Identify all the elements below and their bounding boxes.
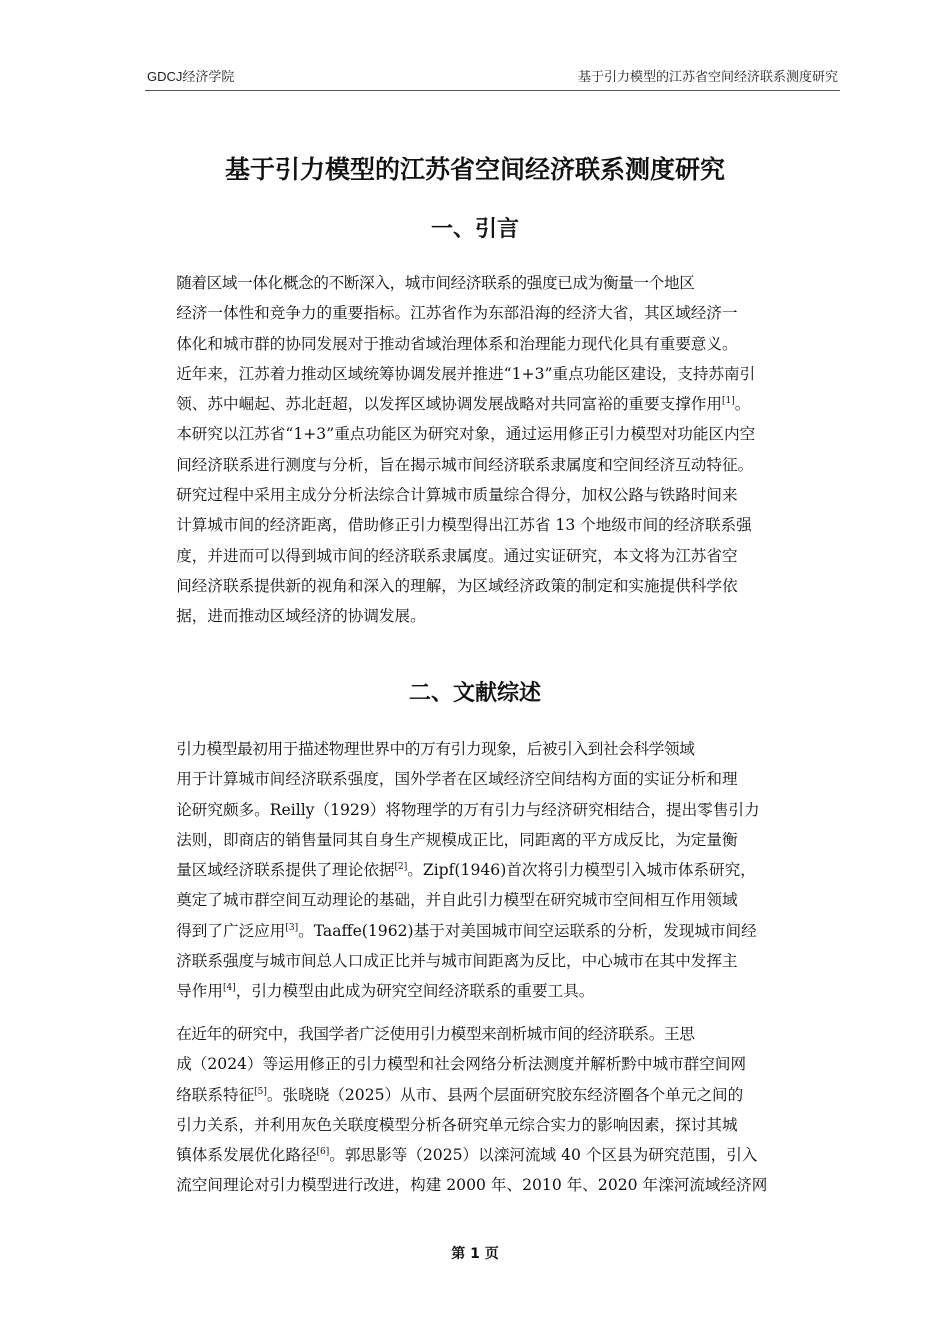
text-segment: 得到了广泛应用 [176,921,286,940]
text-segment: ，引力模型由此成为研究空间经济联系的重要工具。 [235,982,595,1001]
text-line: 经济一体性和竞争力的重要指标。江苏省作为东部沿海的经济大省，其区域经济一 [176,304,738,323]
text-line: 随着区域一体化概念的不断深入，城市间经济联系的强度已成为衡量一个地区 [176,274,695,292]
text-line: 成（2024）等运用修正的引力模型和社会网络分析法测度并解析黔中城市群空间网 [176,1055,747,1074]
citation-ref-3[interactable]: [3] [285,922,299,933]
citation-ref-4[interactable]: [4] [222,983,236,994]
text-line [145,389,840,419]
text-segment: 导作用 [176,982,223,1001]
citation-ref-2[interactable]: [2] [394,862,408,872]
text-line: 法则，即商店的销售量同其自身生产规模成正比，同距离的平方成反比，为定量衡 [176,830,738,849]
text-line [145,855,840,885]
text-line: 用于计算城市间经济联系强度，国外学者在区域经济空间结构方面的实证分析和理 [176,770,738,789]
text-line [145,916,840,946]
intro-paragraph [145,268,840,632]
paper-title: 基于引力模型的江苏省空间经济联系测度研究 [224,155,725,184]
text-line: 济联系强度与城市间总人口成正比并与城市间距离为反比，中心城市在其中发挥主 [176,952,738,971]
text-line: 论研究颇多。Reilly（1929）将物理学的万有引力与经济研究相结合，提出零售引力 [176,800,760,819]
citation-ref-5[interactable]: [5] [254,1086,267,1097]
text-line: 体化和城市群的协同发展对于推动省域治理体系和治理能力现代化具有重要意义。 [176,334,738,353]
text-segment: 。张晓晓（2025）从市、县两个层面研究胶东经济圈各个单元之间的 [266,1085,744,1104]
text-segment: 领、苏中崛起、苏北赶超，以发挥区域协调发展战略对共同富裕的重要支撑作用 [176,395,722,414]
citation-ref-6[interactable]: [6] [316,1147,330,1157]
text-segment: 。 [734,395,751,414]
page-number: 第 1 页 [451,1246,499,1262]
running-header [147,66,838,86]
section-heading-introduction: 一、引言 [430,217,519,242]
header-institution: GDCJ经济学院 [147,69,235,84]
header-paper-title: 基于引力模型的江苏省空间经济联系测度研究 [577,69,838,84]
text-line: 间经济联系提供新的视角和深入的理解，为区域经济政策的制定和实施提供科学依 [176,576,738,595]
header-rule [145,90,840,91]
text-line: 间经济联系进行测度与分析，旨在揭示城市间经济联系隶属度和空间经济互动特征。 [176,455,754,474]
text-line [145,1140,840,1170]
text-line: 据，进而推动区域经济的协调发展。 [176,607,426,626]
text-line [145,976,840,1006]
text-segment: 量区域经济联系提供了理论依据 [176,861,395,880]
text-line: 引力关系，并利用灰色关联度模型分析各研究单元综合实力的影响因素，探讨其城 [176,1115,738,1134]
text-line: 流空间理论对引力模型进行改进，构建 2000 年、2010 年、2020 年滦河流域经济网 [176,1176,768,1195]
text-line: 奠定了城市群空间互动理论的基础，并自此引力模型在研究城市空间相互作用领域 [176,891,738,910]
text-segment: 。郭思影等（2025）以滦河流域 40 个区县为研究范围，引入 [329,1146,758,1165]
text-segment: 。Taaffe(1962)基于对美国城市间空运联系的分析，发现城市间经 [298,921,757,940]
text-line [145,1080,840,1110]
review-paragraph-2 [145,1019,840,1201]
text-line: 在近年的研究中，我国学者广泛使用引力模型来剖析城市间的经济联系。王思 [176,1025,695,1043]
text-line: 计算城市间的经济距离，借助修正引力模型得出江苏省 13 个地级市间的经济联系强 [176,516,752,535]
citation-ref-1[interactable]: [1] [721,396,735,406]
text-segment: 络联系特征 [176,1085,255,1104]
text-segment: 。Zipf(1946)首次将引力模型引入城市体系研究， [407,861,756,880]
text-line: 近年来，江苏着力推动区域统筹协调发展并推进“1+3”重点功能区建设，支持苏南引 [176,364,756,383]
text-line: 研究过程中采用主成分分析法综合计算城市质量综合得分，加权公路与铁路时间来 [176,486,738,505]
text-line: 引力模型最初用于描述物理世界中的万有引力现象，后被引入到社会科学领域 [176,740,695,758]
text-line: 度，并进而可以得到城市间的经济联系隶属度。通过实证研究，本文将为江苏省空 [176,546,738,565]
review-paragraph-1 [145,734,840,1007]
text-line: 本研究以江苏省“1+3”重点功能区为研究对象，通过运用修正引力模型对功能区内空 [176,425,756,444]
text-segment: 镇体系发展优化路径 [176,1146,317,1165]
section-heading-literature-review: 二、文献综述 [408,681,541,706]
